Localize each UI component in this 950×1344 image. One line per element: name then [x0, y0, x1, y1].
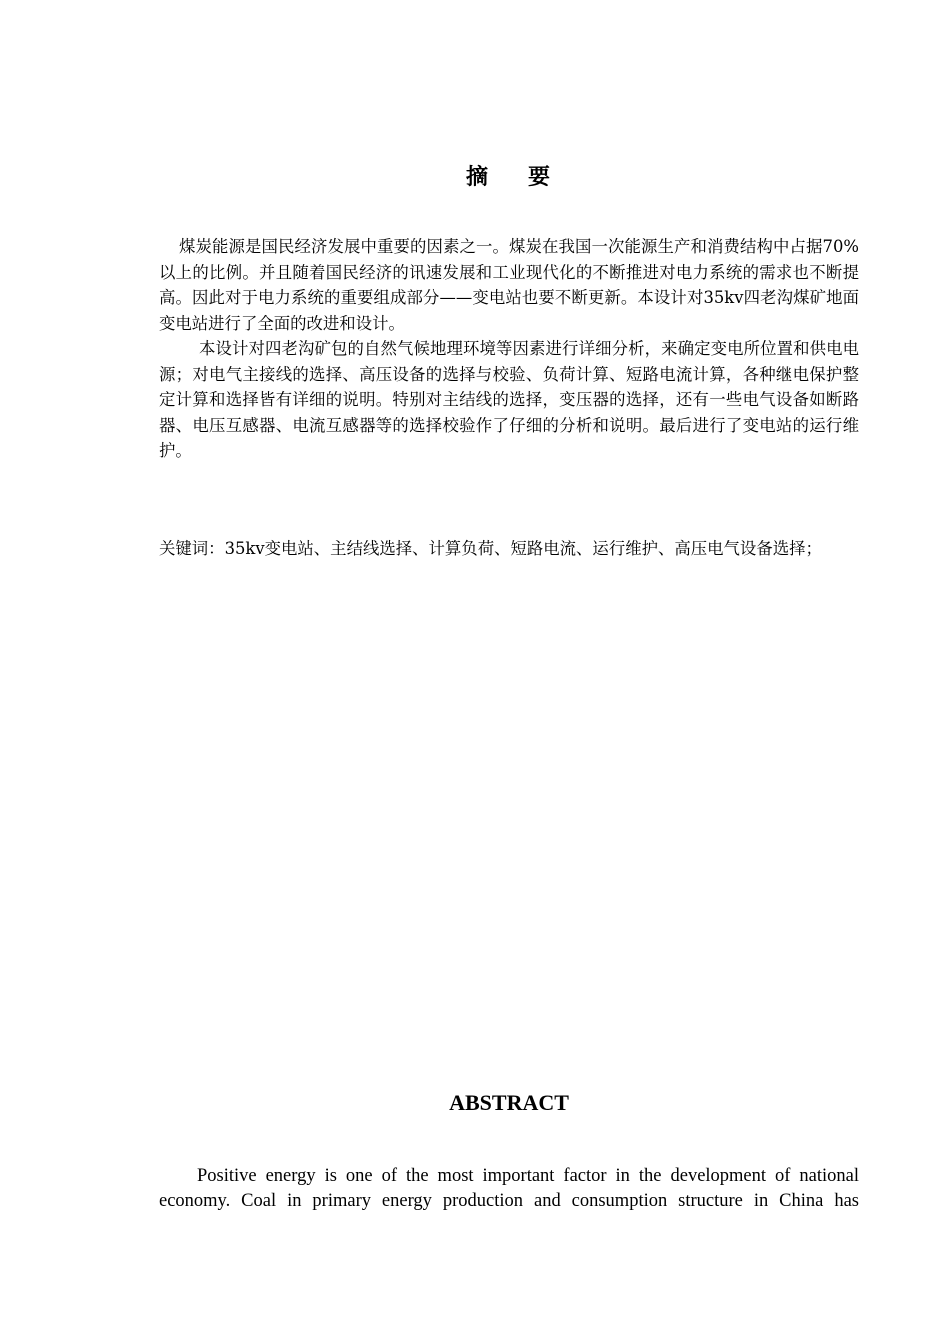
title-char-2: 要: [528, 165, 553, 190]
english-abstract-body: [159, 1164, 859, 1214]
chinese-paragraph-1: 煤炭能源是国民经济发展中重要的因素之一。煤炭在我国一次能源生产和消费结构中占据70%以上的比例。并且随着国民经济的讯速发展和工业现代化的不断推进对电力系统的需求也不断提高。因此对于电力系统的重要组成部分——变电站也要不断更新。本设计对35kv四老沟煤矿地面变电站进行了全面的改进和设计。: [159, 237, 859, 333]
english-abstract-title: ABSTRACT: [449, 1090, 569, 1115]
english-paragraph-1: Positive energy is one of the most important factor in the development of national economy. Coal in primary energy production and consumption structure in China has: [159, 1166, 859, 1211]
chinese-paragraph-2: 本设计对四老沟矿包的自然气候地理环境等因素进行详细分析，来确定变电所位置和供电电源；对电气主接线的选择、高压设备的选择与校验、负荷计算、短路电流计算，各种继电保护整定计算和选择皆有详细的说明。特别对主结线的选择，变压器的选择，还有一些电气设备如断路器、电压互感器、电流互感器等的选择校验作了仔细的分析和说明。最后进行了变电站的运行维护。: [159, 339, 859, 460]
keywords-label: 关键词：: [159, 539, 225, 558]
chinese-abstract-title: [0, 160, 950, 191]
title-char-1: 摘: [465, 165, 490, 190]
keywords-text: 35kv变电站、主结线选择、计算负荷、短路电流、运行维护、高压电气设备选择；: [224, 539, 822, 558]
keywords-line: [159, 530, 859, 567]
chinese-abstract-body: [159, 234, 859, 464]
